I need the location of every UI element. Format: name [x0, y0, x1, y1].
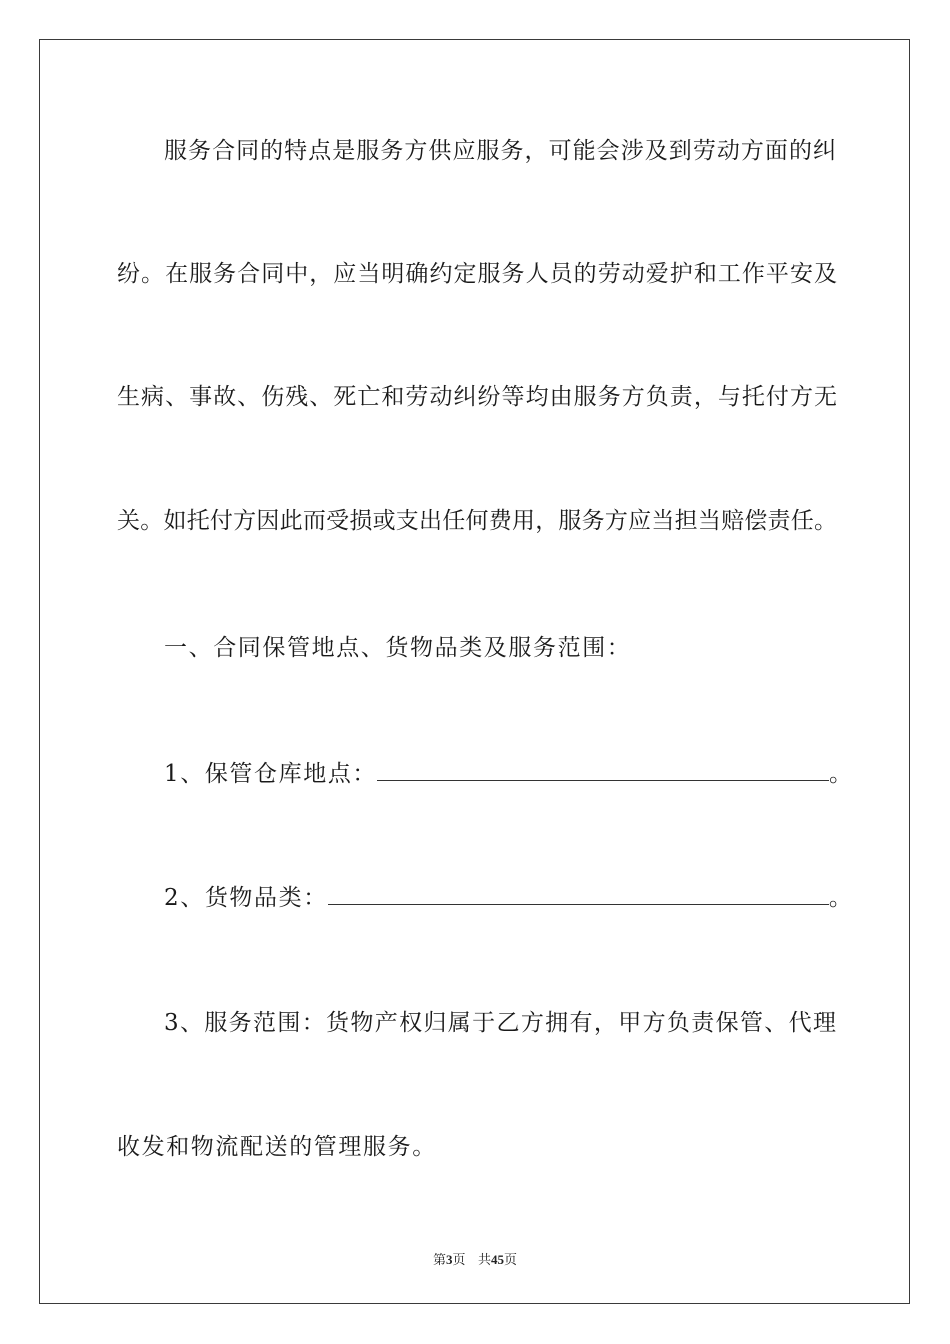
footer-current-page: 3 — [446, 1252, 453, 1267]
intro-paragraph-line-4: 关。如托付方因此而受损或支出任何费用，服务方应当担当赔偿责任。 — [117, 508, 837, 534]
storage-location-blank-field[interactable] — [377, 758, 829, 781]
intro-paragraph-line-2: 纷。在服务合同中，应当明确约定服务人员的劳动爱护和工作平安及 — [117, 261, 837, 287]
goods-category-blank-field[interactable] — [328, 882, 829, 905]
footer-total-pages: 45 — [490, 1252, 504, 1267]
footer-total-prefix: 共 — [477, 1253, 491, 1268]
intro-paragraph-line-1: 服务合同的特点是服务方供应服务，可能会涉及到劳动方面的纠 — [164, 138, 836, 164]
footer-page-prefix: 第 — [433, 1253, 447, 1268]
item-1-end: 。 — [829, 761, 854, 787]
item-2-end: 。 — [828, 885, 854, 911]
item-3-line-2: 收发和物流配送的管理服务。 — [117, 1134, 437, 1160]
item-1-label: 1、保管仓库地点： — [164, 761, 378, 787]
intro-paragraph-line-3: 生病、事故、伤残、死亡和劳动纠纷等均由服务方负责，与托付方无 — [117, 384, 837, 410]
page-border — [39, 39, 910, 1304]
item-1-storage-location — [164, 758, 854, 790]
footer-page-suffix: 页 — [452, 1253, 466, 1268]
section-1-heading: 一、合同保管地点、货物品类及服务范围： — [164, 635, 632, 661]
item-2-label: 2、货物品类： — [164, 885, 328, 911]
item-3-line-1: 3、服务范围：货物产权归属于乙方拥有，甲方负责保管、代理 — [164, 1010, 836, 1036]
page-footer — [0, 1249, 950, 1268]
item-2-goods-category — [164, 882, 854, 914]
footer-total-suffix: 页 — [503, 1253, 517, 1268]
